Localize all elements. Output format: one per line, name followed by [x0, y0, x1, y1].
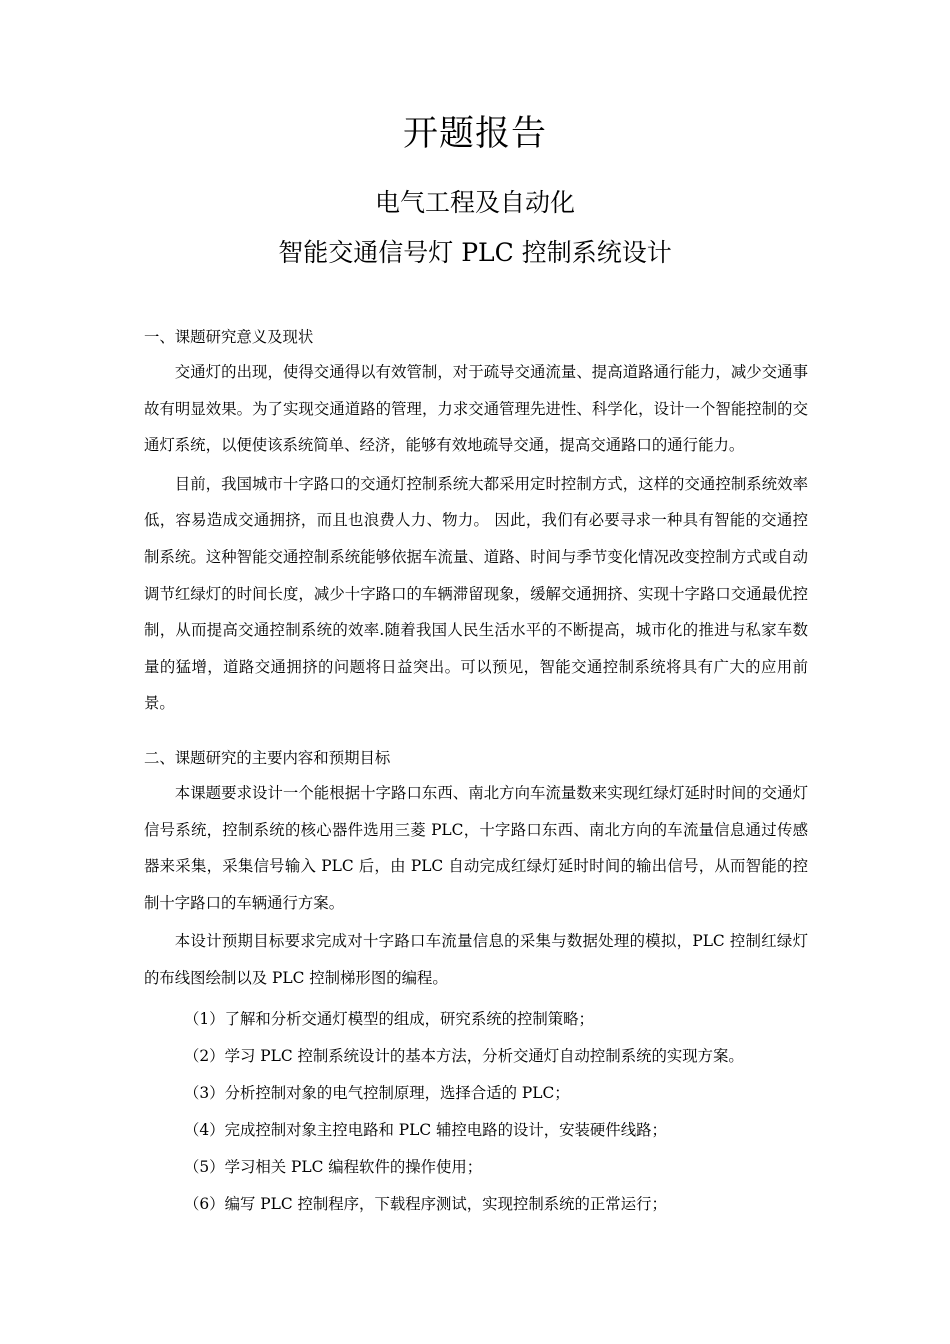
objective-item: （3）分析控制对象的电气控制原理，选择合适的 PLC； [184, 1084, 570, 1102]
objective-item: （1）了解和分析交通灯模型的组成，研究系统的控制策略； [184, 1010, 594, 1028]
section2-heading: 二、课题研究的主要内容和预期目标 [144, 749, 391, 767]
document-title: 开题报告 [402, 114, 547, 154]
objective-item: （4）完成控制对象主控电路和 PLC 辅控电路的设计，安装硬件线路； [184, 1121, 667, 1139]
section1-paragraph: 交通灯的出现，使得交通得以有效管制，对于疏导交通流量、提高道路通行能力，减少交通事故有明显效果。为了实现交通道路的管理，力求交通管理先进性、科学化，设计一个智能控制的交通灯系统，以便使该系统简单、经济，能够有效地疏导交通，提高交通路口的通行能力。 [144, 363, 808, 455]
objective-item: （2）学习 PLC 控制系统设计的基本方法，分析交通灯自动控制系统的实现方案。 [184, 1047, 744, 1065]
section1-heading: 一、课题研究意义及现状 [144, 328, 314, 346]
project-title: 智能交通信号灯 PLC 控制系统设计 [278, 238, 672, 267]
section1-paragraph: 目前，我国城市十字路口的交通灯控制系统大都采用定时控制方式，这样的交通控制系统效率低，容易造成交通拥挤，而且也浪费人力、物力。 因此，我们有必要寻求一种具有智能的交通控制系统。这种智能交通控制系统能够依据车流量、道路、时间与季节变化情况改变控制方式或自动调节红绿灯的时间长度，减少十字路口的车辆滞留现象，缓解交通拥挤、实现十字路口交通最优控制，从而提高交通控制系统的效率.随着我国人民生活水平的不断提高，城市化的推进与私家车数量的猛增，道路交通拥挤的问题将日益突出。可以预见，智能交通控制系统将具有广大的应用前景。 [144, 474, 808, 713]
objective-item: （5）学习相关 PLC 编程软件的操作使用； [184, 1158, 483, 1176]
major-title: 电气工程及自动化 [374, 188, 575, 217]
section2-paragraph: 本课题要求设计一个能根据十字路口东西、南北方向车流量数来实现红绿灯延时时间的交通灯信号系统，控制系统的核心器件选用三菱 PLC，十字路口东西、南北方向的车流量信息通过传感器来采集，采集信号输入 PLC 后，由 PLC 自动完成红绿灯延时时间的输出信号，从而智能的控制十字路口的车辆通行方案。 [144, 784, 808, 912]
section2-body [144, 775, 808, 997]
objective-item: （6）编写 PLC 控制程序，下载程序测试，实现控制系统的正常运行； [184, 1195, 667, 1213]
section1-body [144, 354, 808, 722]
section2-paragraph: 本设计预期目标要求完成对十字路口车流量信息的采集与数据处理的模拟，PLC 控制红绿灯的布线图绘制以及 PLC 控制梯形图的编程。 [144, 932, 808, 987]
